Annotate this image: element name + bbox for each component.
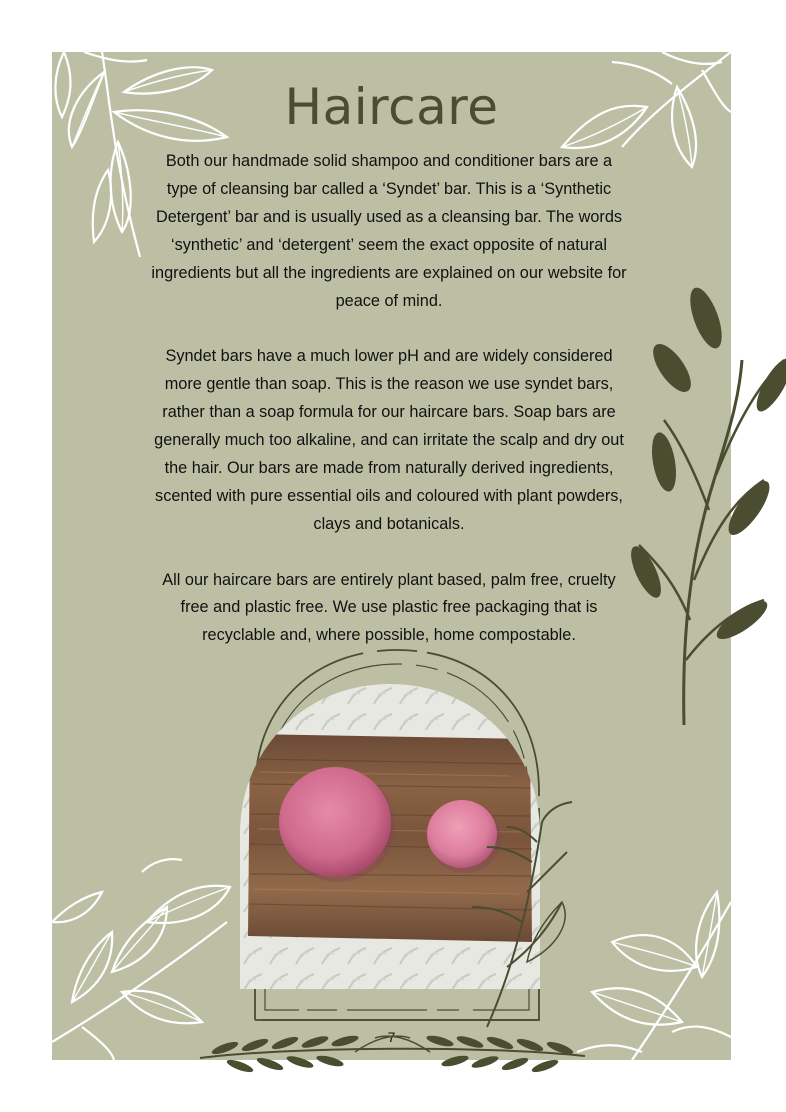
paragraph: Syndet bars have a much lower pH and are widely considered more gentle than soap. This is the reason we use syndet bars, rather than a soap formula for our haircare bars. Soap bars are generally much too alkaline, and can irritate the scalp and dry out the hair. Our bars are made from naturally derived ingredients, scented with pure essential oils and coloured with plant powders, clays and botanicals.: [154, 347, 624, 533]
page-number: 7: [387, 1029, 396, 1045]
paragraph: All our haircare bars are entirely plant based, palm free, cruelty free and plastic free. We use plastic free packaging that is recyclable and, where possible, home compostable.: [162, 570, 616, 645]
body-text: [149, 148, 629, 678]
arch-frame: [247, 642, 547, 1032]
product-photo: [240, 684, 540, 989]
page-title: Haircare: [284, 78, 499, 136]
plant-sprig-icon: [447, 782, 587, 1032]
page-card: [52, 52, 731, 1060]
paragraph: Both our handmade solid shampoo and conditioner bars are a type of cleansing bar called a ‘Syndet’ bar. This is a ‘Synthetic Detergent’ bar and is usually used as a cleansing bar. The words ‘synthetic’ and ‘detergent’ seem the exact opposite of natural ingredients but all the ingredients are explained on our website for peace of mind.: [151, 152, 627, 310]
